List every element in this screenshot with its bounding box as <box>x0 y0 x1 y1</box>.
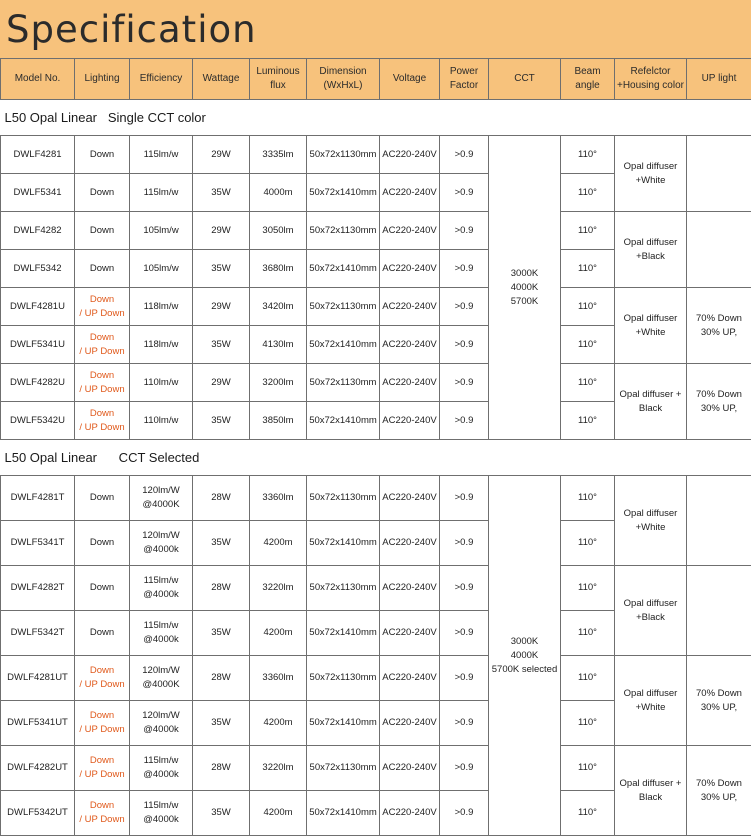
section-header-row <box>1 100 751 136</box>
efficiency-cell: 115lm/w @4000k <box>130 611 193 656</box>
section-title: L50 Opal Linear CCT Selected <box>1 440 751 476</box>
model-cell: DWLF5341UT <box>1 701 75 746</box>
title-bar <box>0 0 751 58</box>
reflector-cell: Opal diffuser +White <box>615 476 687 566</box>
dimension-cell: 50x72x1130mm <box>307 566 380 611</box>
uplight-cell <box>687 566 751 656</box>
dimension-cell: 50x72x1130mm <box>307 656 380 701</box>
wattage-cell: 35W <box>193 250 250 288</box>
voltage-cell: AC220-240V <box>380 476 440 521</box>
section-cct-selected <box>1 440 751 836</box>
beam-angle-cell: 110° <box>561 701 615 746</box>
uplight-cell <box>687 212 751 288</box>
beam-angle-cell: 110° <box>561 476 615 521</box>
voltage-cell: AC220-240V <box>380 402 440 440</box>
dimension-cell: 50x72x1410mm <box>307 611 380 656</box>
wattage-cell: 28W <box>193 746 250 791</box>
beam-angle-cell: 110° <box>561 746 615 791</box>
lighting-cell: Down / UP Down <box>75 288 130 326</box>
beam-angle-cell: 110° <box>561 136 615 174</box>
voltage-cell: AC220-240V <box>380 174 440 212</box>
voltage-cell: AC220-240V <box>380 566 440 611</box>
flux-cell: 3420lm <box>250 288 307 326</box>
voltage-cell: AC220-240V <box>380 250 440 288</box>
header-dimension: Dimension (WxHxL) <box>307 59 380 100</box>
reflector-cell: Opal diffuser + Black <box>615 364 687 440</box>
efficiency-cell: 120lm/W @4000K <box>130 476 193 521</box>
table-row <box>1 746 751 791</box>
beam-angle-cell: 110° <box>561 402 615 440</box>
voltage-cell: AC220-240V <box>380 701 440 746</box>
efficiency-cell: 115lm/w @4000k <box>130 746 193 791</box>
power-factor-cell: >0.9 <box>440 136 489 174</box>
efficiency-cell: 118lm/w <box>130 326 193 364</box>
efficiency-cell: 118lm/w <box>130 288 193 326</box>
efficiency-cell: 110lm/w <box>130 402 193 440</box>
lighting-cell: Down / UP Down <box>75 746 130 791</box>
lighting-cell: Down / UP Down <box>75 701 130 746</box>
section-header-row <box>1 440 751 476</box>
uplight-cell <box>687 136 751 212</box>
lighting-cell: Down <box>75 250 130 288</box>
model-cell: DWLF5341T <box>1 521 75 566</box>
power-factor-cell: >0.9 <box>440 212 489 250</box>
reflector-cell: Opal diffuser +Black <box>615 212 687 288</box>
beam-angle-cell: 110° <box>561 611 615 656</box>
lighting-cell: Down <box>75 476 130 521</box>
lighting-cell: Down <box>75 136 130 174</box>
reflector-cell: Opal diffuser +White <box>615 288 687 364</box>
wattage-cell: 29W <box>193 364 250 402</box>
dimension-cell: 50x72x1130mm <box>307 288 380 326</box>
dimension-cell: 50x72x1130mm <box>307 476 380 521</box>
efficiency-cell: 115lm/w <box>130 174 193 212</box>
lighting-cell: Down / UP Down <box>75 402 130 440</box>
reflector-cell: Opal diffuser +White <box>615 136 687 212</box>
power-factor-cell: >0.9 <box>440 611 489 656</box>
power-factor-cell: >0.9 <box>440 288 489 326</box>
header-flux: Luminous flux <box>250 59 307 100</box>
beam-angle-cell: 110° <box>561 566 615 611</box>
lighting-cell: Down / UP Down <box>75 656 130 701</box>
efficiency-cell: 105lm/w <box>130 212 193 250</box>
model-cell: DWLF4282T <box>1 566 75 611</box>
header-lighting: Lighting <box>75 59 130 100</box>
header-beam-angle: Beam angle <box>561 59 615 100</box>
header-uplight: UP light <box>687 59 751 100</box>
power-factor-cell: >0.9 <box>440 402 489 440</box>
flux-cell: 4200m <box>250 701 307 746</box>
model-cell: DWLF4281 <box>1 136 75 174</box>
voltage-cell: AC220-240V <box>380 656 440 701</box>
efficiency-cell: 110lm/w <box>130 364 193 402</box>
header-row <box>1 59 751 100</box>
power-factor-cell: >0.9 <box>440 746 489 791</box>
uplight-cell: 70% Down 30% UP, <box>687 656 751 746</box>
beam-angle-cell: 110° <box>561 288 615 326</box>
model-cell: DWLF5342U <box>1 402 75 440</box>
model-cell: DWLF5341U <box>1 326 75 364</box>
table-row <box>1 656 751 701</box>
power-factor-cell: >0.9 <box>440 791 489 836</box>
beam-angle-cell: 110° <box>561 521 615 566</box>
model-cell: DWLF5342T <box>1 611 75 656</box>
voltage-cell: AC220-240V <box>380 326 440 364</box>
flux-cell: 3200lm <box>250 364 307 402</box>
reflector-cell: Opal diffuser + Black <box>615 746 687 836</box>
beam-angle-cell: 110° <box>561 326 615 364</box>
uplight-cell: 70% Down 30% UP, <box>687 364 751 440</box>
uplight-cell <box>687 476 751 566</box>
model-cell: DWLF4282 <box>1 212 75 250</box>
dimension-cell: 50x72x1130mm <box>307 746 380 791</box>
efficiency-cell: 120lm/W @4000k <box>130 701 193 746</box>
power-factor-cell: >0.9 <box>440 364 489 402</box>
power-factor-cell: >0.9 <box>440 476 489 521</box>
model-cell: DWLF4282UT <box>1 746 75 791</box>
header-model: Model No. <box>1 59 75 100</box>
flux-cell: 4200m <box>250 611 307 656</box>
lighting-cell: Down / UP Down <box>75 326 130 364</box>
wattage-cell: 35W <box>193 611 250 656</box>
wattage-cell: 28W <box>193 566 250 611</box>
dimension-cell: 50x72x1130mm <box>307 364 380 402</box>
uplight-cell: 70% Down 30% UP, <box>687 288 751 364</box>
power-factor-cell: >0.9 <box>440 521 489 566</box>
table-row <box>1 288 751 326</box>
wattage-cell: 35W <box>193 521 250 566</box>
flux-cell: 4200m <box>250 791 307 836</box>
model-cell: DWLF4281UT <box>1 656 75 701</box>
model-cell: DWLF4281U <box>1 288 75 326</box>
beam-angle-cell: 110° <box>561 250 615 288</box>
wattage-cell: 35W <box>193 791 250 836</box>
model-cell: DWLF5341 <box>1 174 75 212</box>
dimension-cell: 50x72x1410mm <box>307 326 380 364</box>
reflector-cell: Opal diffuser +Black <box>615 566 687 656</box>
table-row <box>1 212 751 250</box>
lighting-cell: Down <box>75 174 130 212</box>
wattage-cell: 35W <box>193 402 250 440</box>
voltage-cell: AC220-240V <box>380 288 440 326</box>
cct-cell: 3000K 4000K 5700K selected <box>489 476 561 836</box>
wattage-cell: 35W <box>193 326 250 364</box>
wattage-cell: 29W <box>193 288 250 326</box>
power-factor-cell: >0.9 <box>440 701 489 746</box>
power-factor-cell: >0.9 <box>440 250 489 288</box>
model-cell: DWLF4282U <box>1 364 75 402</box>
header-power-factor: Power Factor <box>440 59 489 100</box>
dimension-cell: 50x72x1410mm <box>307 250 380 288</box>
lighting-cell: Down <box>75 566 130 611</box>
uplight-cell: 70% Down 30% UP, <box>687 746 751 836</box>
efficiency-cell: 115lm/w @4000k <box>130 791 193 836</box>
flux-cell: 4200m <box>250 521 307 566</box>
voltage-cell: AC220-240V <box>380 746 440 791</box>
wattage-cell: 35W <box>193 701 250 746</box>
flux-cell: 3050lm <box>250 212 307 250</box>
efficiency-cell: 120lm/W @4000k <box>130 521 193 566</box>
voltage-cell: AC220-240V <box>380 364 440 402</box>
dimension-cell: 50x72x1410mm <box>307 791 380 836</box>
table-row <box>1 566 751 611</box>
flux-cell: 3850lm <box>250 402 307 440</box>
model-cell: DWLF5342 <box>1 250 75 288</box>
header-reflector: Refelctor +Housing color <box>615 59 687 100</box>
wattage-cell: 29W <box>193 212 250 250</box>
wattage-cell: 35W <box>193 174 250 212</box>
flux-cell: 3360lm <box>250 476 307 521</box>
flux-cell: 3360lm <box>250 656 307 701</box>
flux-cell: 3220lm <box>250 746 307 791</box>
efficiency-cell: 105lm/w <box>130 250 193 288</box>
flux-cell: 3220lm <box>250 566 307 611</box>
power-factor-cell: >0.9 <box>440 656 489 701</box>
efficiency-cell: 115lm/w @4000k <box>130 566 193 611</box>
wattage-cell: 28W <box>193 476 250 521</box>
table-row <box>1 364 751 402</box>
spec-table <box>0 58 751 836</box>
power-factor-cell: >0.9 <box>440 174 489 212</box>
beam-angle-cell: 110° <box>561 174 615 212</box>
flux-cell: 4000m <box>250 174 307 212</box>
dimension-cell: 50x72x1410mm <box>307 521 380 566</box>
power-factor-cell: >0.9 <box>440 566 489 611</box>
section-single-cct <box>1 100 751 440</box>
voltage-cell: AC220-240V <box>380 611 440 656</box>
flux-cell: 4130lm <box>250 326 307 364</box>
efficiency-cell: 120lm/W @4000K <box>130 656 193 701</box>
voltage-cell: AC220-240V <box>380 212 440 250</box>
beam-angle-cell: 110° <box>561 364 615 402</box>
voltage-cell: AC220-240V <box>380 521 440 566</box>
efficiency-cell: 115lm/w <box>130 136 193 174</box>
model-cell: DWLF4281T <box>1 476 75 521</box>
dimension-cell: 50x72x1130mm <box>307 136 380 174</box>
dimension-cell: 50x72x1410mm <box>307 174 380 212</box>
table-row <box>1 476 751 521</box>
page-title: Specification <box>6 8 257 51</box>
lighting-cell: Down / UP Down <box>75 364 130 402</box>
power-factor-cell: >0.9 <box>440 326 489 364</box>
lighting-cell: Down <box>75 521 130 566</box>
lighting-cell: Down <box>75 611 130 656</box>
lighting-cell: Down / UP Down <box>75 791 130 836</box>
model-cell: DWLF5342UT <box>1 791 75 836</box>
header-cct: CCT <box>489 59 561 100</box>
reflector-cell: Opal diffuser +White <box>615 656 687 746</box>
beam-angle-cell: 110° <box>561 212 615 250</box>
dimension-cell: 50x72x1410mm <box>307 701 380 746</box>
flux-cell: 3680lm <box>250 250 307 288</box>
wattage-cell: 28W <box>193 656 250 701</box>
beam-angle-cell: 110° <box>561 791 615 836</box>
voltage-cell: AC220-240V <box>380 791 440 836</box>
dimension-cell: 50x72x1410mm <box>307 402 380 440</box>
flux-cell: 3335lm <box>250 136 307 174</box>
section-title: L50 Opal Linear Single CCT color <box>1 100 751 136</box>
table-row <box>1 136 751 174</box>
header-efficiency: Efficiency <box>130 59 193 100</box>
beam-angle-cell: 110° <box>561 656 615 701</box>
wattage-cell: 29W <box>193 136 250 174</box>
dimension-cell: 50x72x1130mm <box>307 212 380 250</box>
header-wattage: Wattage <box>193 59 250 100</box>
cct-cell: 3000K 4000K 5700K <box>489 136 561 440</box>
voltage-cell: AC220-240V <box>380 136 440 174</box>
header-voltage: Voltage <box>380 59 440 100</box>
lighting-cell: Down <box>75 212 130 250</box>
